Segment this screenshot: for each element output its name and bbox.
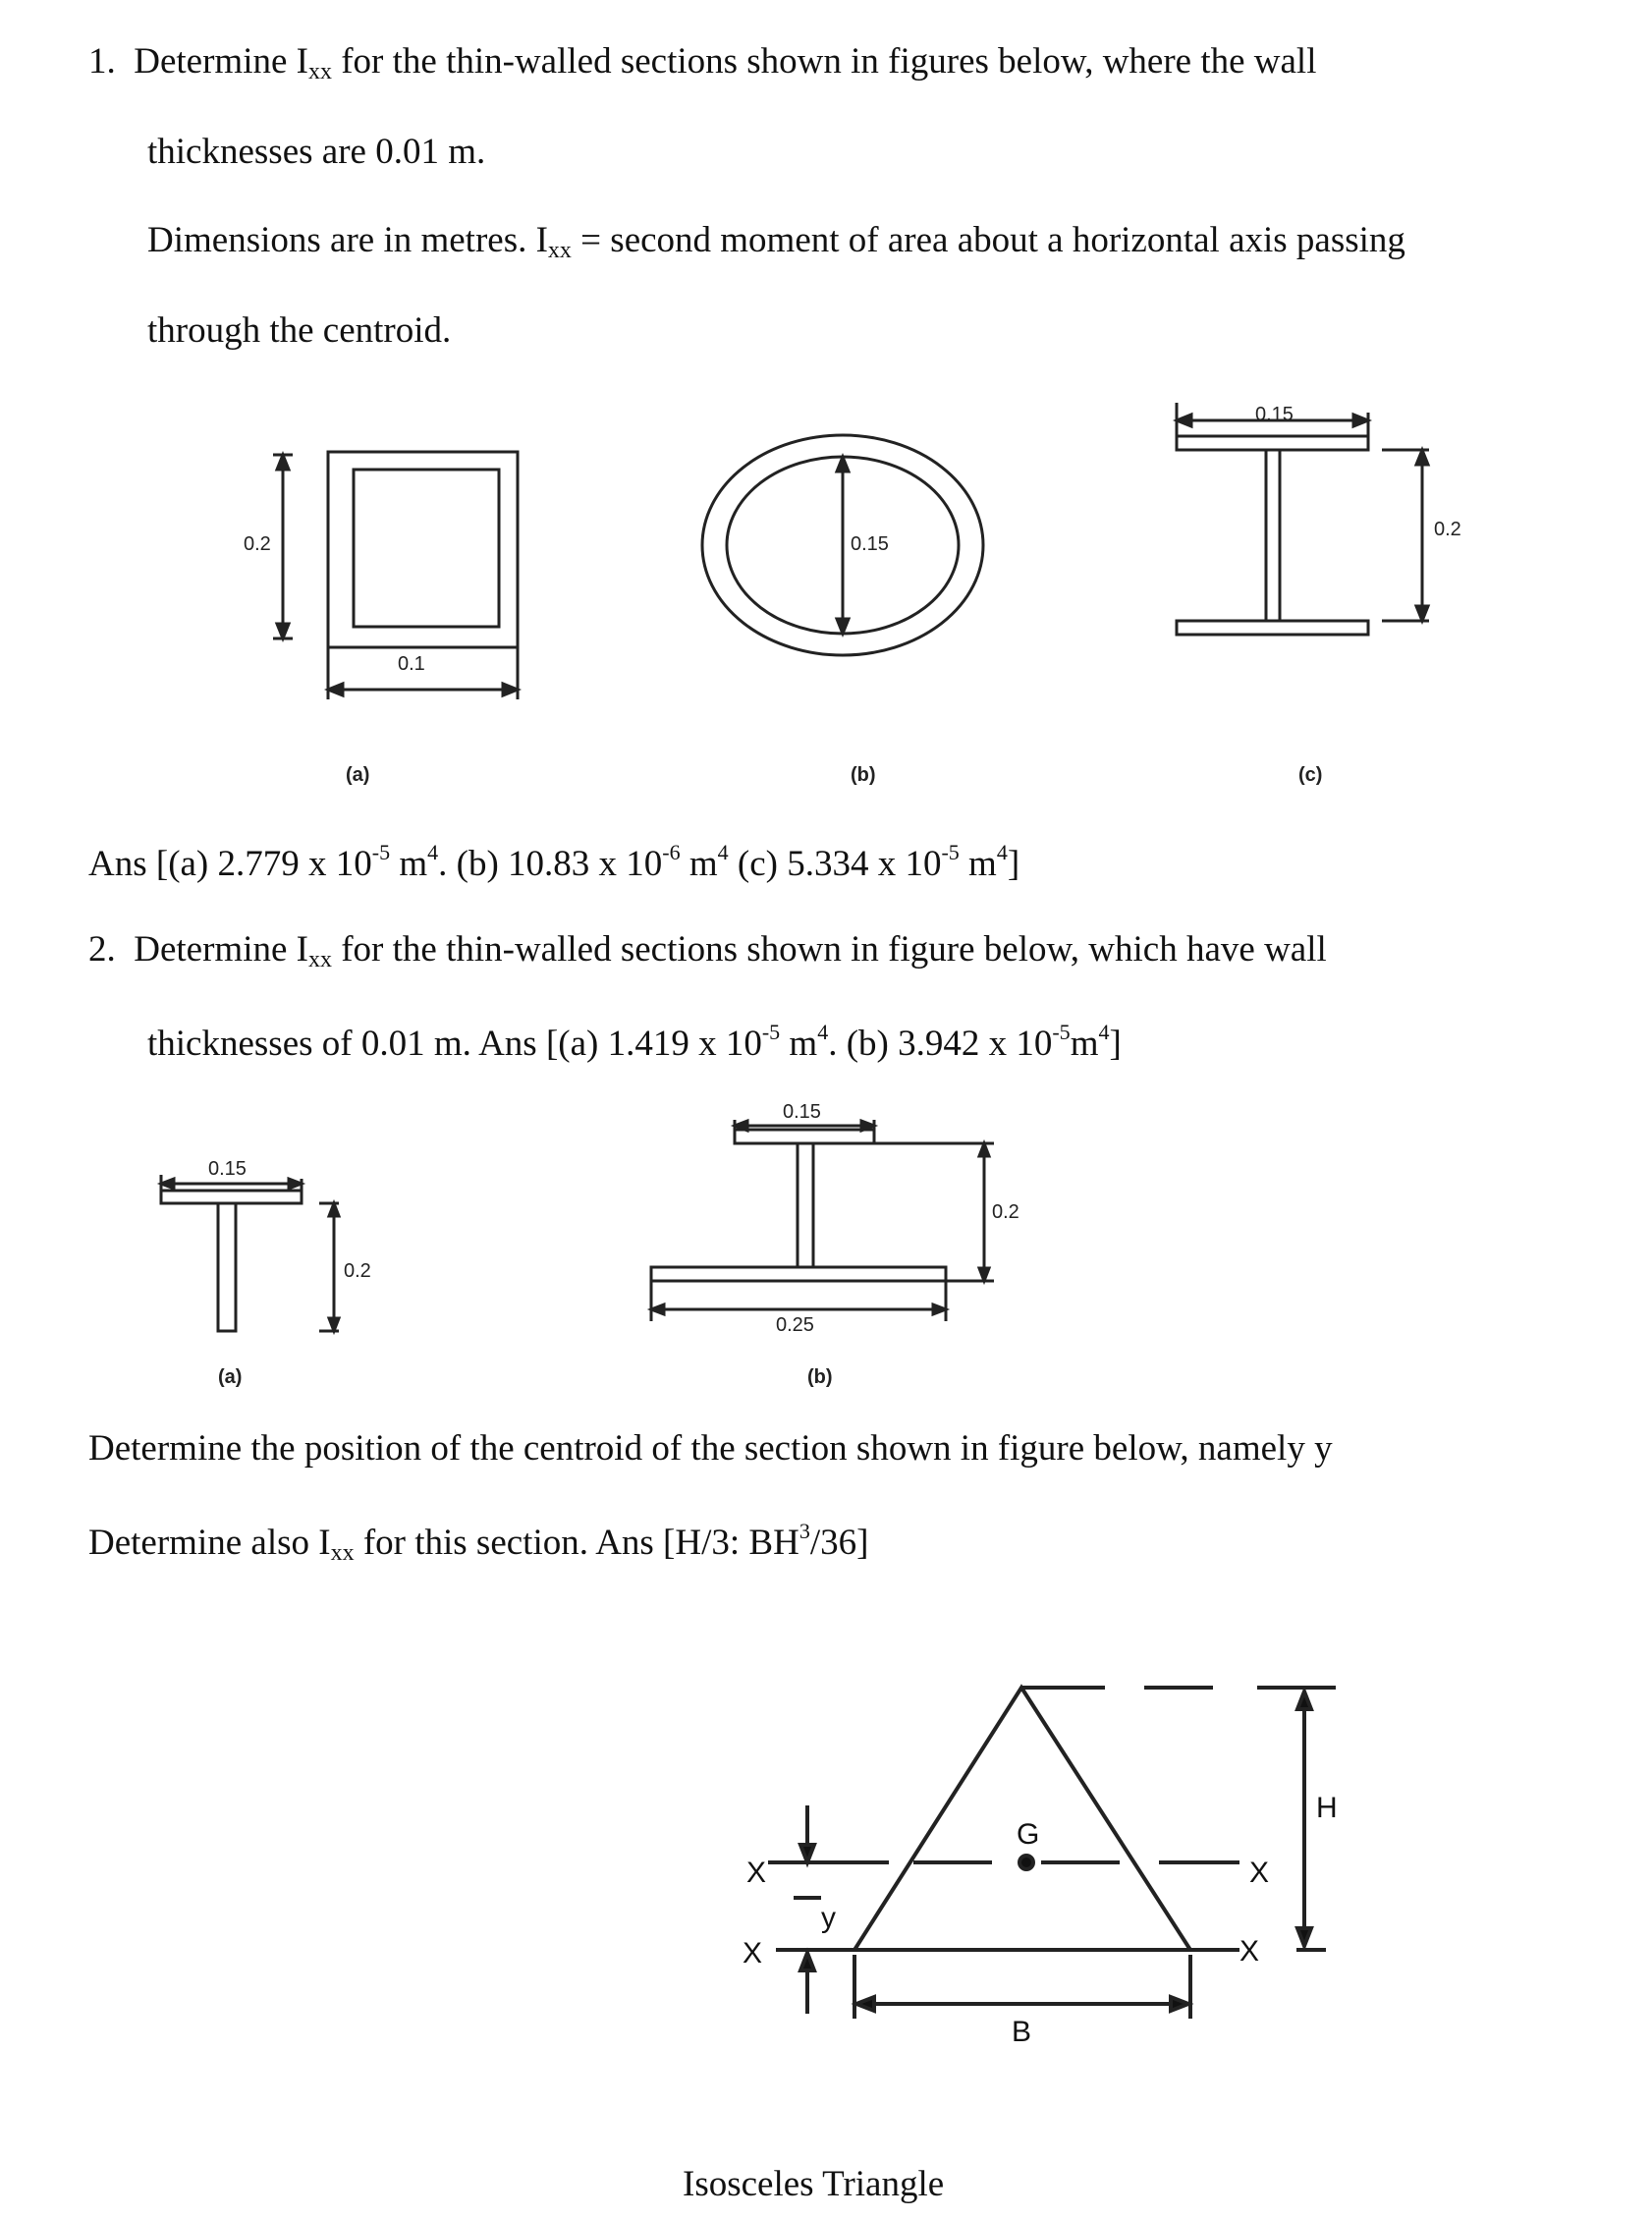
q2-fig-b-unequal-i-section bbox=[651, 1120, 994, 1321]
triangle-caption: Isosceles Triangle bbox=[683, 2164, 945, 2204]
q1-fig-b-tube-section bbox=[702, 435, 983, 655]
q1-ans-e5: -5 bbox=[941, 840, 960, 864]
q1-line-4: through the centroid. bbox=[147, 310, 452, 351]
q1-ans-e2: 4 bbox=[427, 840, 439, 864]
q1-line3-sub-xx: xx bbox=[547, 238, 572, 263]
q2-fig-a-t-section bbox=[161, 1175, 339, 1331]
q1-ans-e1: -5 bbox=[371, 840, 391, 864]
q1b-caption: (b) bbox=[851, 764, 876, 786]
q1c-caption: (c) bbox=[1298, 764, 1323, 786]
q3-b-label: B bbox=[1012, 2016, 1032, 2048]
q2-sub-xx: xx bbox=[307, 947, 332, 972]
q1-ans-p4: m bbox=[680, 844, 718, 884]
q1a-height-label: 0.2 bbox=[244, 533, 271, 555]
q1a-caption: (a) bbox=[346, 764, 370, 786]
q3-sub-xx: xx bbox=[330, 1540, 355, 1566]
q1-line3-post: = second moment of area about a horizontal axis passing bbox=[571, 220, 1405, 260]
q1-ans-e6: 4 bbox=[996, 840, 1008, 864]
q1-ans-p7: ] bbox=[1007, 844, 1020, 884]
q2-ans-p5: ] bbox=[1109, 1024, 1122, 1064]
q2b-caption: (b) bbox=[807, 1366, 833, 1388]
q3-h-label: H bbox=[1316, 1792, 1338, 1824]
q1-sub-xx: xx bbox=[307, 59, 332, 84]
q1c-flange-label: 0.15 bbox=[1255, 404, 1294, 425]
q1-number: 1. bbox=[88, 41, 116, 82]
q3-y-label: y bbox=[821, 1902, 836, 1934]
q1-ans-p3: . (b) 10.83 x 10 bbox=[438, 844, 663, 884]
q2b-top-flange-label: 0.15 bbox=[783, 1101, 821, 1123]
q2-ans-p1: thicknesses of 0.01 m. Ans [(a) 1.419 x 10 bbox=[147, 1024, 762, 1064]
q3-x-label-left-upper: X bbox=[746, 1857, 767, 1889]
q1-line3-pre: Dimensions are in metres. I bbox=[147, 220, 548, 260]
q2-ans-e1: -5 bbox=[761, 1020, 781, 1044]
q2-line1-pre: Determine I bbox=[134, 929, 308, 970]
q3-fig-isosceles-triangle bbox=[768, 1688, 1336, 2019]
q1-ans-p2: m bbox=[390, 844, 428, 884]
q1-line-2: thicknesses are 0.01 m. bbox=[147, 132, 486, 172]
q1-fig-a-box-section bbox=[273, 452, 518, 699]
q3-exp-3: 3 bbox=[798, 1519, 810, 1543]
q2a-flange-label: 0.15 bbox=[208, 1158, 247, 1180]
q2-number: 2. bbox=[88, 929, 116, 970]
q2-ans-e3: -5 bbox=[1052, 1020, 1071, 1044]
q1-line1-post: for the thin-walled sections shown in figures below, where the wall bbox=[331, 41, 1317, 82]
q2b-bottom-flange-label: 0.25 bbox=[776, 1314, 814, 1336]
q2-ans-e2: 4 bbox=[817, 1020, 829, 1044]
q1-fig-c-i-section bbox=[1177, 403, 1429, 635]
q2-line1-post: for the thin-walled sections shown in figure below, which have wall bbox=[331, 929, 1327, 970]
q1-ans-p1: Ans [(a) 2.779 x 10 bbox=[88, 844, 372, 884]
q2-ans-p3: . (b) 3.942 x 10 bbox=[828, 1024, 1053, 1064]
q3-x-label-right-lower: X bbox=[1239, 1935, 1260, 1968]
q3-g-label: G bbox=[1017, 1818, 1040, 1851]
q2b-height-label: 0.2 bbox=[992, 1201, 1019, 1223]
q3-x-label-left-lower: X bbox=[743, 1937, 763, 1969]
q3-line2-mid: for this section. Ans [H/3: BH bbox=[354, 1523, 799, 1563]
q2-ans-p4: m bbox=[1070, 1024, 1099, 1064]
q3-x-label-right-upper: X bbox=[1249, 1857, 1270, 1889]
q2-ans-e4: 4 bbox=[1098, 1020, 1110, 1044]
q3-line-1: Determine the position of the centroid of the section shown in figure below, namely y bbox=[88, 1428, 1333, 1469]
q1-ans-p6: m bbox=[959, 844, 997, 884]
q1b-diameter-label: 0.15 bbox=[851, 533, 889, 555]
q3-line2-pre: Determine also I bbox=[88, 1523, 331, 1563]
q1-ans-p5: (c) 5.334 x 10 bbox=[728, 844, 942, 884]
q2a-caption: (a) bbox=[218, 1366, 243, 1388]
q1-ans-e3: -6 bbox=[662, 840, 681, 864]
q2a-height-label: 0.2 bbox=[344, 1260, 371, 1282]
q2-ans-p2: m bbox=[780, 1024, 818, 1064]
q1-ans-e4: 4 bbox=[717, 840, 729, 864]
q1-line1-pre: Determine I bbox=[134, 41, 308, 82]
q1a-width-label: 0.1 bbox=[398, 653, 425, 675]
q3-line2-post: /36] bbox=[809, 1523, 869, 1563]
q1c-height-label: 0.2 bbox=[1434, 519, 1461, 540]
